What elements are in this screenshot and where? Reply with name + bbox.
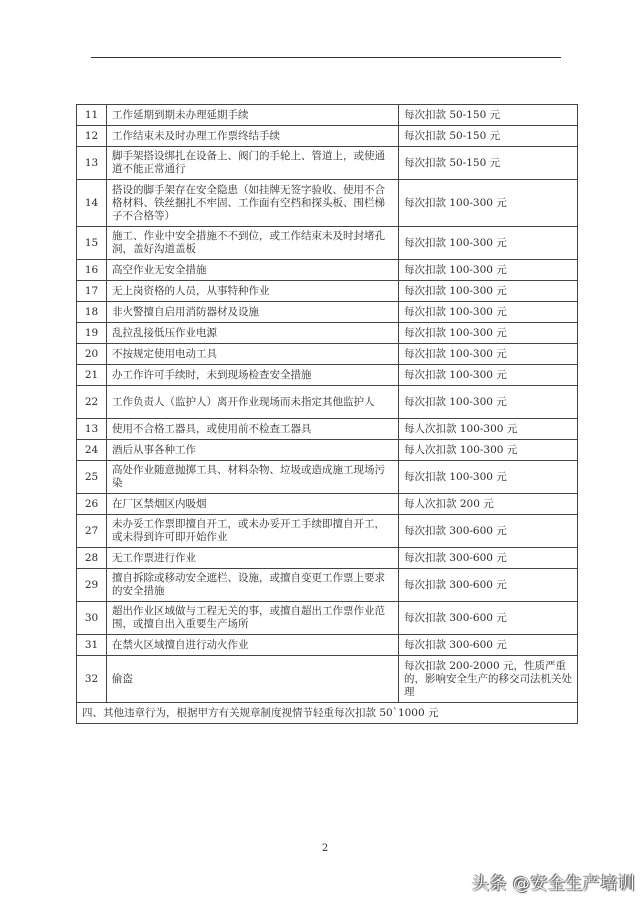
violation-description: 高空作业无安全措施 (107, 260, 399, 281)
violation-description: 搭设的脚手架存在安全隐患（如挂牌无签字验收、使用不合格材料、铁丝捆扎不牢固、工作面有空档和探头板、围栏梯子不合格等） (107, 180, 399, 227)
violation-description: 办工作许可手续时，未到现场检查安全措施 (107, 365, 399, 386)
violation-description: 未办妥工作票即擅自开工，或未办妥开工手续即擅自开工，或未得到许可即开始作业 (107, 515, 399, 548)
table-row (77, 365, 578, 386)
other-violations-note: 四、其他违章行为，根据甲方有关规章制度视情节轻重每次扣款 50`1000 元 (77, 703, 578, 724)
penalty-amount: 每次扣款 50-150 元 (399, 126, 578, 147)
penalty-amount: 每次扣款 100-300 元 (399, 227, 578, 260)
row-number: 31 (77, 635, 107, 656)
row-number: 22 (77, 386, 107, 419)
penalty-amount: 每次扣款 300-600 元 (399, 635, 578, 656)
penalty-amount: 每次扣款 100-300 元 (399, 180, 578, 227)
table-row (77, 147, 578, 180)
row-number: 13 (77, 419, 107, 440)
penalty-amount: 每次扣款 100-300 元 (399, 281, 578, 302)
table-row (77, 180, 578, 227)
violation-description: 施工、作业中安全措施不不到位，或工作结束未及时封堵孔洞，盖好沟道盖板 (107, 227, 399, 260)
watermark-text: 头条 @安全生产培训 (472, 874, 636, 894)
violation-description: 偷盗 (107, 656, 399, 703)
penalty-amount: 每人次扣款 100-300 元 (399, 440, 578, 461)
penalty-amount: 每次扣款 50-150 元 (399, 105, 578, 126)
violation-description: 超出作业区域做与工程无关的事，或擅自超出工作票作业范围，或擅自出入重要生产场所 (107, 602, 399, 635)
table-row (77, 126, 578, 147)
row-number: 20 (77, 344, 107, 365)
row-number: 16 (77, 260, 107, 281)
row-number: 21 (77, 365, 107, 386)
penalty-amount: 每次扣款 300-600 元 (399, 515, 578, 548)
violation-description: 工作结束未及时办理工作票终结手续 (107, 126, 399, 147)
penalty-amount: 每次扣款 200-2000 元，性质严重的，影响安全生产的移交司法机关处理 (399, 656, 578, 703)
row-number: 11 (77, 105, 107, 126)
violation-description: 在禁火区域擅自进行动火作业 (107, 635, 399, 656)
row-number: 26 (77, 494, 107, 515)
table-row (77, 656, 578, 703)
violation-description: 工作延期到期未办理延期手续 (107, 105, 399, 126)
violation-description: 使用不合格工器具，或使用前不检查工器具 (107, 419, 399, 440)
violation-description: 在厂区禁烟区内吸烟 (107, 494, 399, 515)
penalty-amount: 每次扣款 100-300 元 (399, 461, 578, 494)
table-row (77, 344, 578, 365)
table-row (77, 105, 578, 126)
penalty-amount: 每次扣款 50-150 元 (399, 147, 578, 180)
table-row (77, 569, 578, 602)
penalty-table-body (77, 105, 578, 724)
row-number: 28 (77, 548, 107, 569)
table-row (77, 548, 578, 569)
violation-description: 脚手架搭设绑扎在设备上、阀门的手轮上、管道上，或使通道不能正常通行 (107, 147, 399, 180)
penalty-amount: 每次扣款 300-600 元 (399, 602, 578, 635)
table-row (77, 635, 578, 656)
row-number: 17 (77, 281, 107, 302)
row-number: 15 (77, 227, 107, 260)
violation-description: 工作负责人（监护人）离开作业现场而未指定其他监护人 (107, 386, 399, 419)
table-row (77, 302, 578, 323)
table-row (77, 260, 578, 281)
penalty-amount: 每次扣款 100-300 元 (399, 260, 578, 281)
row-number: 13 (77, 147, 107, 180)
penalty-amount: 每次扣款 100-300 元 (399, 302, 578, 323)
row-number: 25 (77, 461, 107, 494)
table-row (77, 227, 578, 260)
penalty-amount: 每次扣款 300-600 元 (399, 569, 578, 602)
table-row (77, 515, 578, 548)
table-row (77, 494, 578, 515)
other-violations-row (77, 703, 578, 724)
penalty-amount: 每次扣款 300-600 元 (399, 548, 578, 569)
violation-description: 无工作票进行作业 (107, 548, 399, 569)
table-row (77, 419, 578, 440)
row-number: 18 (77, 302, 107, 323)
row-number: 12 (77, 126, 107, 147)
table-row (77, 602, 578, 635)
penalty-amount: 每次扣款 100-300 元 (399, 344, 578, 365)
table-row (77, 461, 578, 494)
row-number: 24 (77, 440, 107, 461)
violation-description: 酒后从事各种工作 (107, 440, 399, 461)
table-row (77, 440, 578, 461)
table-row (77, 323, 578, 344)
violation-description: 无上岗资格的人员，从事特种作业 (107, 281, 399, 302)
violation-description: 不按规定使用电动工具 (107, 344, 399, 365)
penalty-amount: 每人次扣款 200 元 (399, 494, 578, 515)
page-number: 2 (321, 843, 329, 854)
row-number: 19 (77, 323, 107, 344)
row-number: 32 (77, 656, 107, 703)
row-number: 14 (77, 180, 107, 227)
violation-description: 非火警擅自启用消防器材及设施 (107, 302, 399, 323)
row-number: 27 (77, 515, 107, 548)
row-number: 29 (77, 569, 107, 602)
penalty-amount: 每次扣款 100-300 元 (399, 365, 578, 386)
violation-description: 乱拉乱接低压作业电源 (107, 323, 399, 344)
violation-description: 高处作业随意抛掷工具、材料杂物、垃圾或造成施工现场污染 (107, 461, 399, 494)
header-rule (91, 57, 561, 58)
table-row (77, 386, 578, 419)
table-row (77, 281, 578, 302)
penalty-table (76, 104, 578, 724)
penalty-amount: 每次扣款 100-300 元 (399, 323, 578, 344)
penalty-amount: 每人次扣款 100-300 元 (399, 419, 578, 440)
penalty-amount: 每次扣款 100-300 元 (399, 386, 578, 419)
row-number: 30 (77, 602, 107, 635)
violation-description: 擅自拆除或移动安全遮栏、设施，或擅自变更工作票上要求的安全措施 (107, 569, 399, 602)
